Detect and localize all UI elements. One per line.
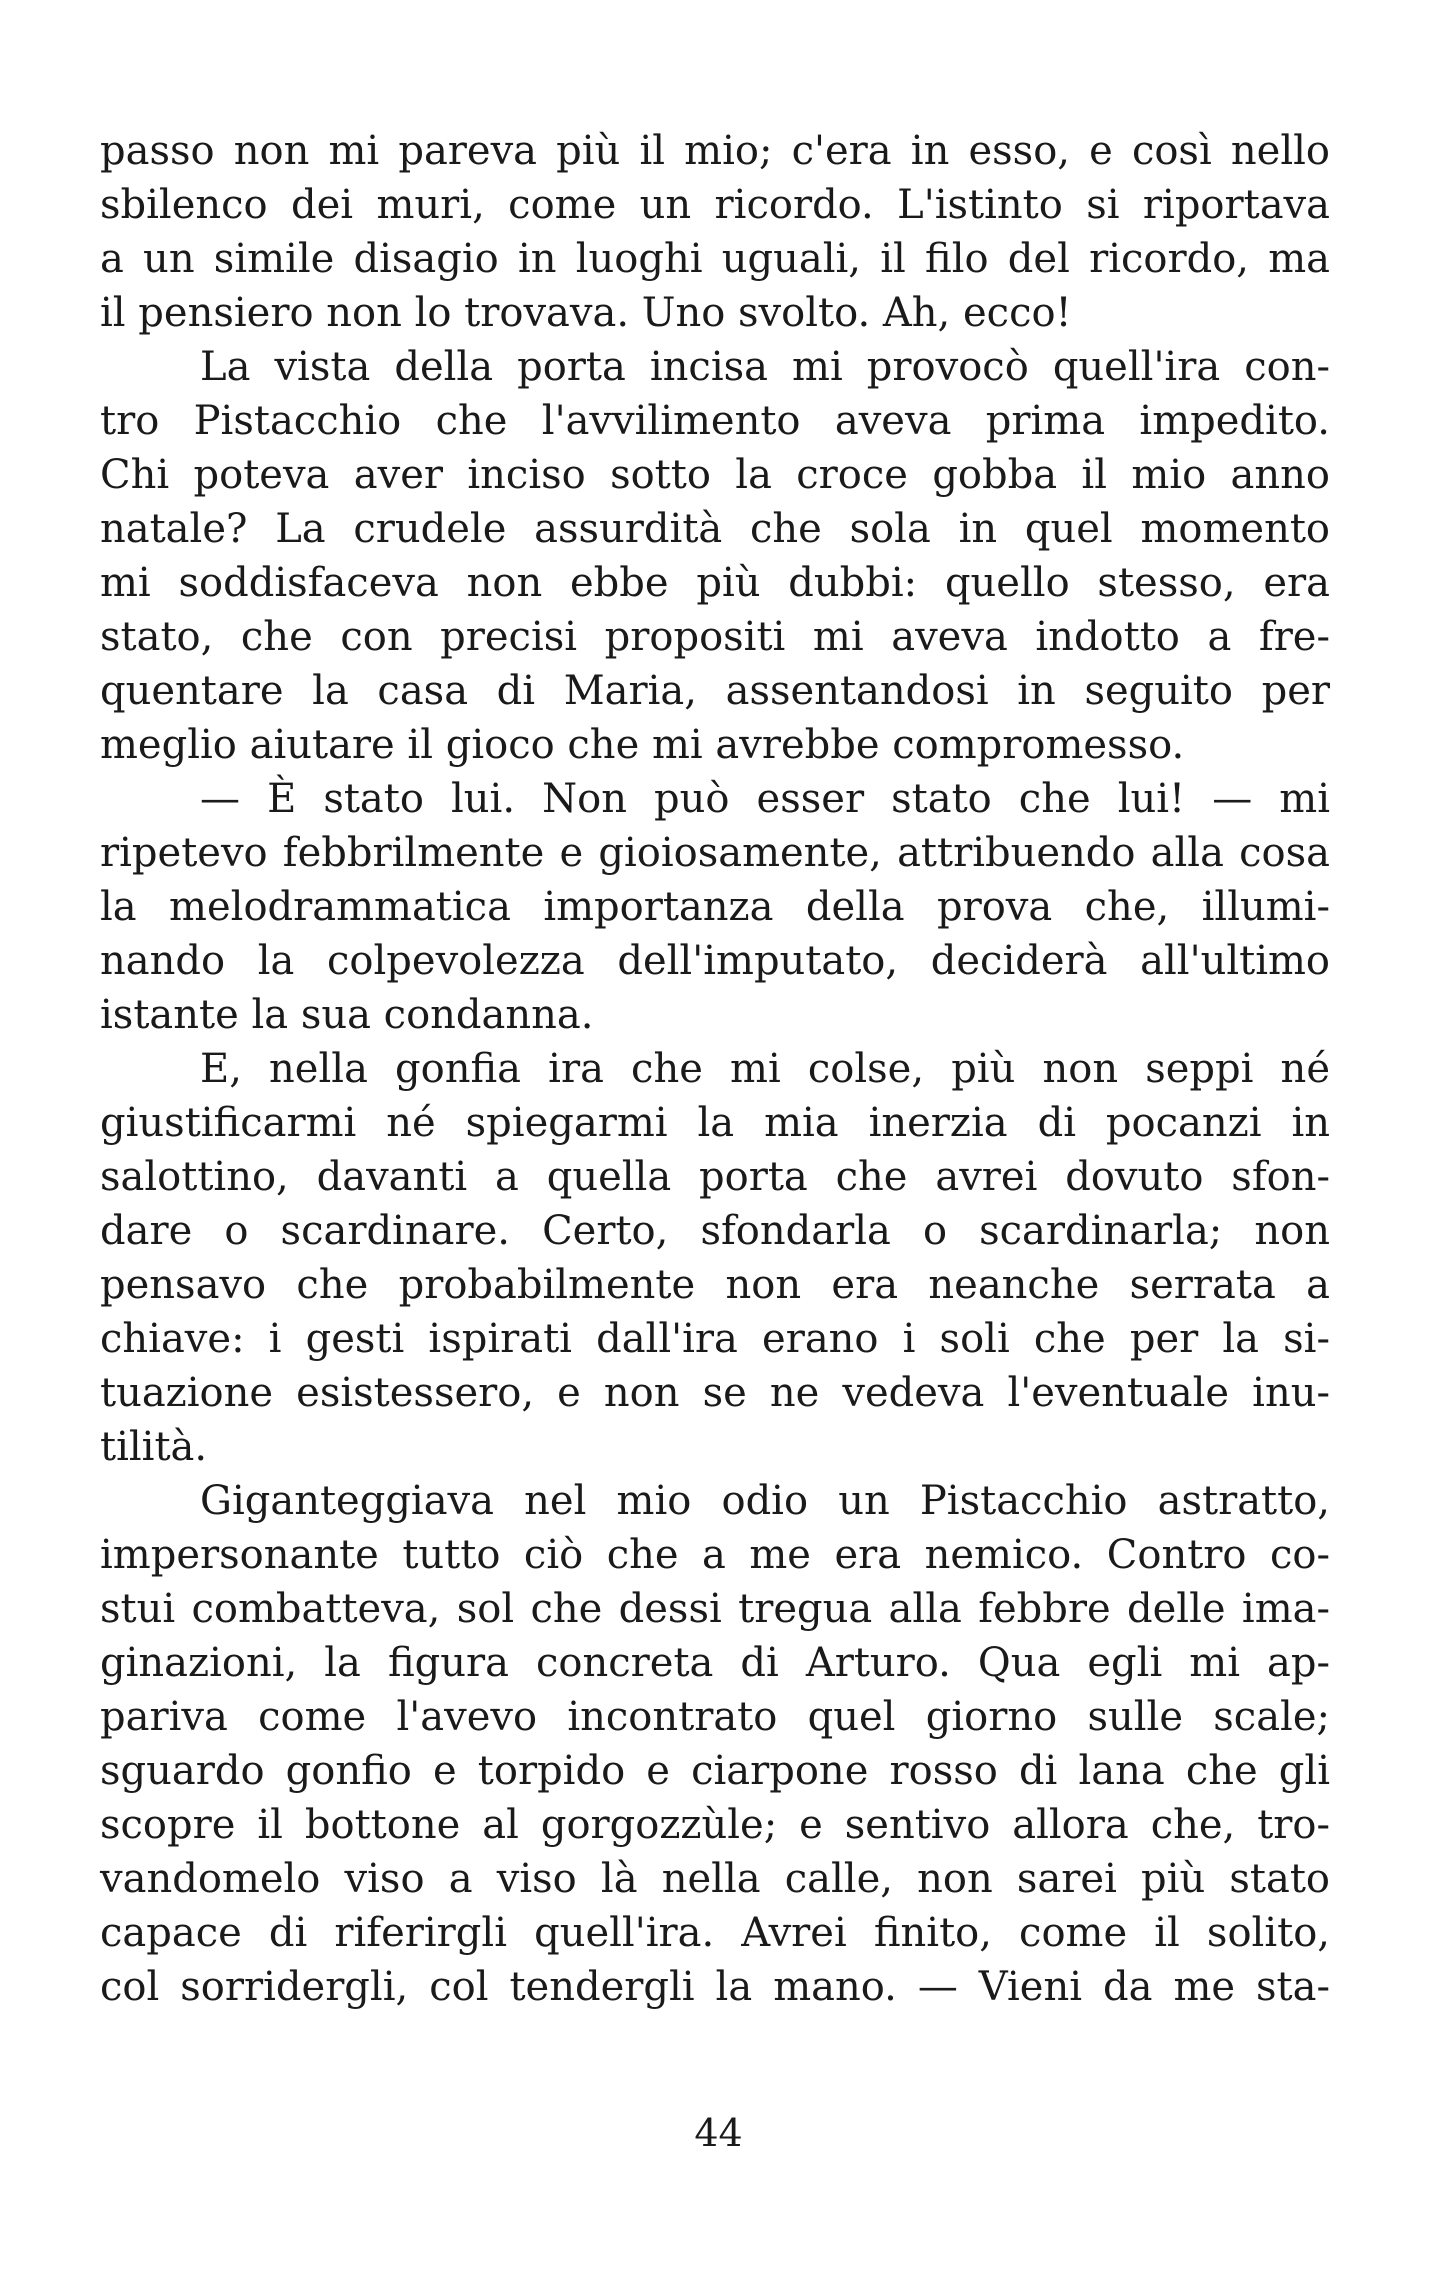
text-line: ginazioni, la figura concreta di Arturo. Qua egli mi ap-: [100, 1640, 1330, 1686]
text-line: mi soddisfaceva non ebbe più dubbi: quello stesso, era: [100, 560, 1330, 606]
body-text: [100, 124, 1330, 2014]
text-line: tuazione esistessero, e non se ne vedeva l'eventuale inu-: [100, 1370, 1330, 1416]
page-number: 44: [694, 2111, 743, 2155]
text-line: chiave: i gesti ispirati dall'ira erano i soli che per la si-: [100, 1316, 1330, 1362]
text-line: sbilenco dei muri, come un ricordo. L'istinto si riportava: [100, 182, 1330, 228]
text-line: tro Pistacchio che l'avvilimento aveva prima impedito.: [100, 398, 1330, 444]
text-line: natale? La crudele assurdità che sola in quel momento: [100, 506, 1330, 552]
text-line: quentare la casa di Maria, assentandosi in seguito per: [100, 668, 1330, 714]
text-line: scopre il bottone al gorgozzùle; e sentivo allora che, tro-: [100, 1802, 1330, 1848]
text-line: — È stato lui. Non può esser stato che lui! — mi: [200, 776, 1330, 822]
text-line: salottino, davanti a quella porta che avrei dovuto sfon-: [100, 1154, 1330, 1200]
text-line: E, nella gonfia ira che mi colse, più non seppi né: [200, 1046, 1330, 1092]
text-line: nando la colpevolezza dell'imputato, deciderà all'ultimo: [100, 938, 1330, 984]
text-line: capace di riferirgli quell'ira. Avrei finito, come il solito,: [100, 1910, 1330, 1956]
text-line: stui combatteva, sol che dessi tregua alla febbre delle ima-: [100, 1586, 1330, 1632]
text-line: sguardo gonfio e torpido e ciarpone rosso di lana che gli: [100, 1748, 1330, 1794]
text-line: pensavo che probabilmente non era neanche serrata a: [100, 1262, 1330, 1308]
text-line: La vista della porta incisa mi provocò quell'ira con-: [200, 344, 1330, 390]
text-line: dare o scardinare. Certo, sfondarla o scardinarla; non: [100, 1208, 1330, 1254]
text-line: vandomelo viso a viso là nella calle, non sarei più stato: [100, 1856, 1330, 1902]
text-line: stato, che con precisi propositi mi aveva indotto a fre-: [100, 614, 1330, 660]
text-line: col sorridergli, col tendergli la mano. — Vieni da me sta-: [100, 1964, 1330, 2010]
text-line: pariva come l'avevo incontrato quel giorno sulle scale;: [100, 1694, 1330, 1740]
text-line: il pensiero non lo trovava. Uno svolto. Ah, ecco!: [100, 290, 1072, 336]
text-line: passo non mi pareva più il mio; c'era in esso, e così nello: [100, 128, 1330, 174]
text-line: la melodrammatica importanza della prova che, illumi-: [100, 884, 1330, 930]
text-line: a un simile disagio in luoghi uguali, il filo del ricordo, ma: [100, 236, 1330, 282]
text-line: impersonante tutto ciò che a me era nemico. Contro co-: [100, 1532, 1330, 1578]
text-line: Chi poteva aver inciso sotto la croce gobba il mio anno: [100, 452, 1330, 498]
text-line: giustificarmi né spiegarmi la mia inerzia di pocanzi in: [100, 1100, 1330, 1146]
text-line: tilità.: [100, 1424, 208, 1470]
text-line: meglio aiutare il gioco che mi avrebbe compromesso.: [100, 722, 1185, 768]
text-line: istante la sua condanna.: [100, 992, 594, 1038]
text-line: Giganteggiava nel mio odio un Pistacchio astratto,: [200, 1478, 1330, 1524]
text-line: ripetevo febbrilmente e gioiosamente, attribuendo alla cosa: [100, 830, 1330, 876]
